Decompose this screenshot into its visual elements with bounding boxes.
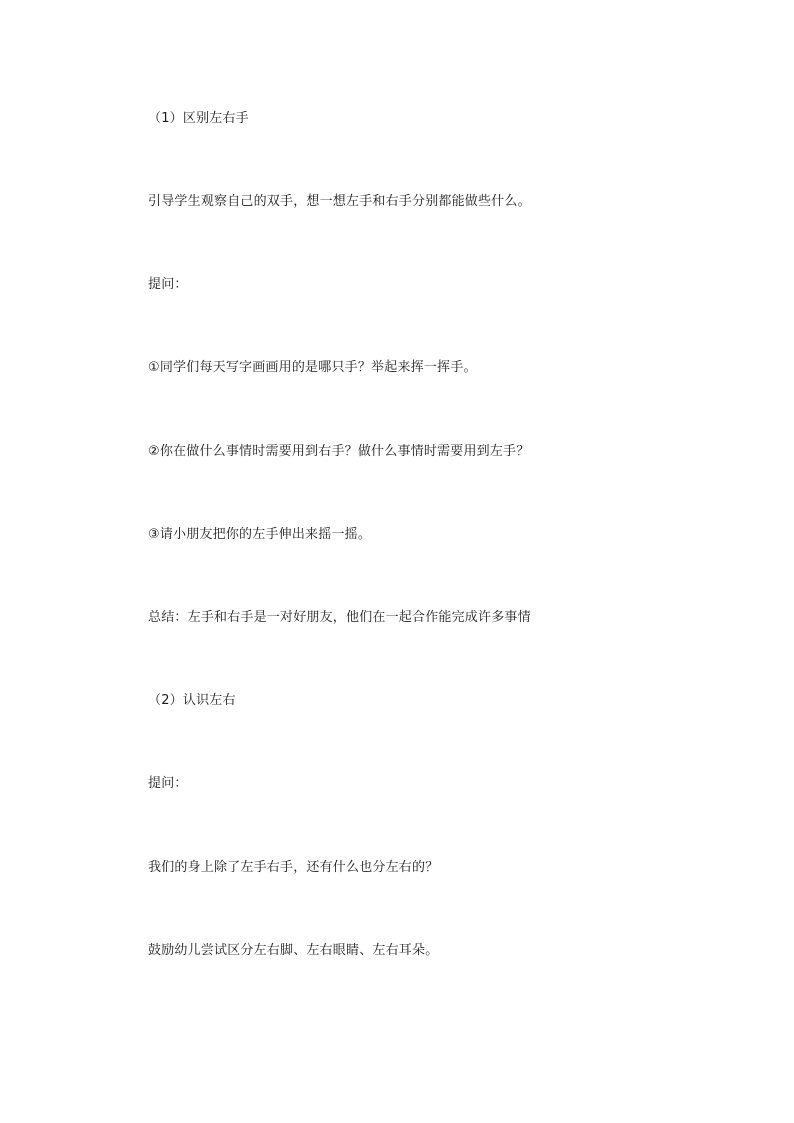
question-item-1: ①同学们每天写字画画用的是哪只手？举起来挥一挥手。 — [148, 360, 477, 375]
encouragement-paragraph: 鼓励幼儿尝试区分左右脚、左右眼睛、左右耳朵。 — [148, 943, 439, 958]
section-heading-distinguish-hands: （1）区别左右手 — [148, 111, 249, 126]
question-label: 提问： — [148, 277, 188, 292]
summary-paragraph: 总结：左手和右手是一对好朋友，他们在一起合作能完成许多事情 — [148, 610, 531, 625]
question-paragraph: 我们的身上除了左手右手，还有什么也分左右的？ — [148, 860, 439, 875]
question-item-3: ③请小朋友把你的左手伸出来摇一摇。 — [148, 527, 372, 542]
section-heading-recognize-left-right: （2）认识左右 — [148, 693, 236, 708]
instruction-paragraph: 引导学生观察自己的双手，想一想左手和右手分别都能做些什么。 — [148, 194, 531, 209]
question-label: 提问： — [148, 776, 188, 791]
question-item-2: ②你在做什么事情时需要用到右手？做什么事情时需要用到左手？ — [148, 444, 530, 459]
